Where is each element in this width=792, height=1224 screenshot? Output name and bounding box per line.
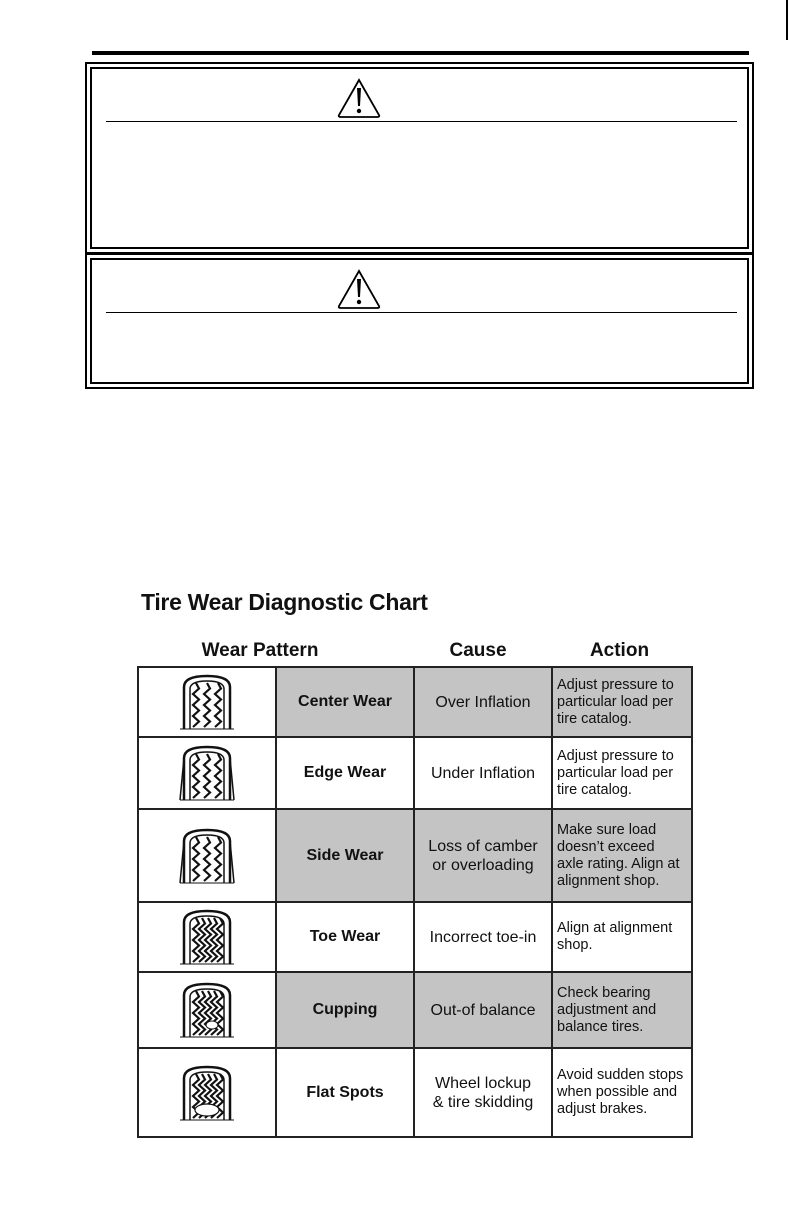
cause-text-cell	[415, 668, 553, 738]
action-text-cell	[553, 810, 691, 903]
cause-text: Wheel lockup & tire skidding	[432, 1074, 534, 1111]
action-text-cell	[553, 903, 691, 973]
action-text-cell	[553, 668, 691, 738]
wear-pattern-label: Center Wear	[298, 693, 392, 710]
wear-pattern-label: Cupping	[312, 1001, 378, 1018]
tire-wear-table	[137, 666, 693, 1138]
wear-pattern-image-cell	[139, 973, 277, 1049]
wear-pattern-label-cell	[277, 903, 415, 973]
tire-center-wear-icon	[176, 673, 238, 731]
table-row	[139, 973, 691, 1049]
wear-pattern-label-cell	[277, 668, 415, 738]
chart-title: Tire Wear Diagnostic Chart	[141, 589, 428, 615]
table-row	[139, 810, 691, 903]
action-text: Align at alignment shop.	[557, 920, 673, 953]
wear-pattern-label: Edge Wear	[303, 764, 387, 781]
cause-text: Incorrect toe-in	[429, 928, 537, 946]
table-row	[139, 738, 691, 810]
cause-text: Out-of balance	[430, 1001, 536, 1019]
action-text-cell	[553, 973, 691, 1049]
cause-text: Under Inflation	[430, 764, 536, 782]
wear-pattern-label-cell	[277, 810, 415, 903]
action-text-cell	[553, 1049, 691, 1136]
tire-flat-spots-icon	[176, 1064, 238, 1122]
cause-text-cell	[415, 738, 553, 810]
cause-text-cell	[415, 903, 553, 973]
wear-pattern-label: Side Wear	[306, 846, 384, 864]
tire-edge-wear-icon	[176, 744, 238, 802]
cause-text: Over Inflation	[435, 693, 531, 711]
tire-toe-wear-icon	[176, 908, 238, 966]
cause-text-cell	[415, 1049, 553, 1136]
table-row	[139, 668, 691, 738]
tire-side-wear-icon	[176, 827, 238, 885]
warning-box-2	[85, 253, 754, 389]
cause-text-cell	[415, 810, 553, 903]
cause-text: Loss of camber or overloading	[428, 837, 538, 874]
header-cause: Cause	[449, 640, 507, 661]
warning-divider	[106, 121, 737, 122]
header-wear-pattern: Wear Pattern	[201, 640, 319, 661]
wear-pattern-image-cell	[139, 1049, 277, 1136]
table-row	[139, 1049, 691, 1136]
warning-divider	[106, 312, 737, 313]
wear-pattern-label: Toe Wear	[309, 928, 381, 945]
wear-pattern-label-cell	[277, 1049, 415, 1136]
action-text: Check bearing adjustment and balance tires.	[557, 984, 657, 1035]
header-action: Action	[589, 640, 650, 661]
header-rule	[92, 51, 749, 55]
warning-triangle-icon	[336, 268, 382, 310]
wear-pattern-image-cell	[139, 903, 277, 973]
cause-text-cell	[415, 973, 553, 1049]
wear-pattern-image-cell	[139, 738, 277, 810]
action-text: Adjust pressure to particular load per tire catalog.	[557, 676, 674, 727]
wear-pattern-label-cell	[277, 973, 415, 1049]
tire-cupping-icon	[176, 981, 238, 1039]
crop-mark	[786, 0, 788, 40]
wear-pattern-image-cell	[139, 668, 277, 738]
action-text-cell	[553, 738, 691, 810]
warning-box-1	[85, 62, 754, 254]
table-row	[139, 903, 691, 973]
warning-triangle-icon	[336, 77, 382, 119]
action-text: Make sure load doesn’t exceed axle rating. Align at alignment shop.	[557, 821, 680, 889]
action-text: Adjust pressure to particular load per tire catalog.	[557, 747, 674, 798]
action-text: Avoid sudden stops when possible and adjust brakes.	[557, 1067, 684, 1117]
wear-pattern-image-cell	[139, 810, 277, 903]
wear-pattern-label: Flat Spots	[306, 1083, 384, 1101]
wear-pattern-label-cell	[277, 738, 415, 810]
